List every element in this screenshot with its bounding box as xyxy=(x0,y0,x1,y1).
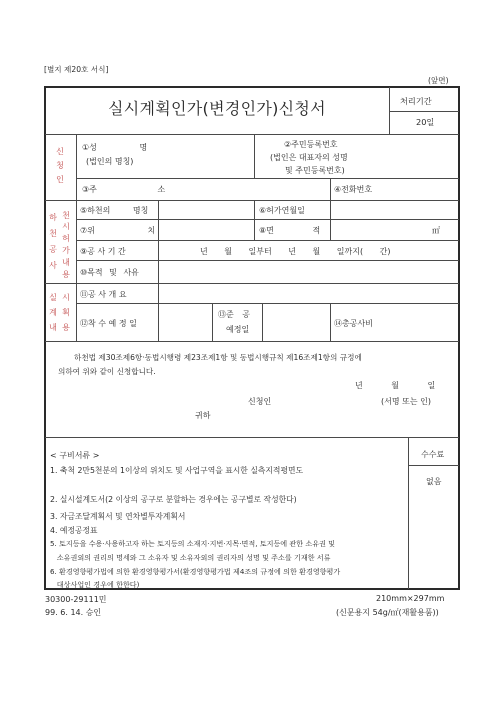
statement-line-1: 하천법 제30조제6항·동법시행령 제23조제1항 및 동법시행규칙 제16조제1항의 규정에 xyxy=(74,353,362,362)
statement-line-2: 의하여 위와 같이 신청합니다. xyxy=(58,367,156,376)
total-cost-label: ⑭총공사비 xyxy=(334,319,373,328)
plan-line-1 xyxy=(76,303,459,304)
plan-col-b xyxy=(212,303,213,341)
paper-size: 210mm×297mm xyxy=(376,594,445,603)
plan-bottom-line xyxy=(45,341,459,342)
fee-mid-line xyxy=(408,465,459,466)
period-divider xyxy=(389,111,459,112)
approval-date: 99. 6. 14. 승인 xyxy=(45,608,102,617)
plan-label-a1: 실 xyxy=(49,293,57,302)
permit-col-a xyxy=(158,200,159,283)
frame-top xyxy=(44,86,460,88)
rrn-sub-2: 및 주민등록번호) xyxy=(285,166,345,175)
work-period-label: ⑨공 사 기 간 xyxy=(80,247,126,256)
permit-label-b5: 내 xyxy=(62,258,70,267)
plan-label-b3: 용 xyxy=(62,323,70,332)
permit-label-divider xyxy=(76,200,77,283)
permit-line-1 xyxy=(76,219,459,220)
applicant-label-3: 인 xyxy=(56,175,64,184)
plan-label-a2: 계 xyxy=(49,308,57,317)
frame-left xyxy=(44,86,46,590)
form-code: 30300-29111민 xyxy=(45,595,107,604)
permit-label-a4: 사 xyxy=(49,261,57,270)
fee-divider xyxy=(408,437,409,589)
plan-col-c xyxy=(262,303,263,341)
permit-label-a2: 천 xyxy=(49,229,57,238)
application-date: 년 월 일 xyxy=(355,381,436,390)
address-phone-divider xyxy=(330,178,331,200)
doc-item-3: 3. 자금조달계획서 및 연차별투자계획서 xyxy=(50,512,186,521)
permit-label-b2: 시 xyxy=(62,222,70,231)
permit-line-3 xyxy=(76,260,459,261)
doc-item-2: 2. 실시설계도서(2 이상의 공구로 분할하는 경우에는 공구별로 작성한다) xyxy=(50,495,297,504)
permit-label-a1: 하 xyxy=(49,213,57,222)
permit-col-b xyxy=(254,200,255,240)
processing-period-value: 20일 xyxy=(416,117,435,127)
area-label: ⑧면 적 xyxy=(259,226,321,235)
applicant-label-1: 신 xyxy=(56,147,64,156)
work-period-value: 년 월 일부터 년 월 일까지( 간) xyxy=(200,247,391,256)
plan-col-d xyxy=(330,303,331,341)
name-sub: (법인의 명칭) xyxy=(86,157,134,166)
plan-col-a xyxy=(158,283,159,341)
permit-date-label: ⑥허가연월일 xyxy=(259,206,305,215)
title-bottom-line xyxy=(45,134,459,135)
area-unit: ㎡ xyxy=(432,226,440,235)
plan-label-a3: 내 xyxy=(49,323,57,332)
completion-label: ⑬준 공 xyxy=(218,310,250,319)
form-number: [별지 제20호 서식] xyxy=(44,65,109,74)
permit-bottom-line xyxy=(45,283,459,284)
applicant-label-divider xyxy=(76,134,77,200)
doc-item-4: 4. 예정공정표 xyxy=(50,526,98,535)
doc-item-5-cont: 소유권외의 권리의 명세와 그 소유자 및 소유자외의 권리자의 성명 및 주소를 기재한 서류 xyxy=(50,553,331,562)
doc-item-6-cont: 대상사업인 경우에 한한다) xyxy=(50,580,140,589)
address-label: ③주 소 xyxy=(82,185,166,194)
permit-label-b4: 가 xyxy=(62,246,70,255)
name-rrn-divider xyxy=(254,134,255,178)
doc-item-6: 6. 환경영향평가법에 의한 환경영향평가서(환경영향평가법 제4조의 규정에 의한 환경영향평가 xyxy=(50,567,341,576)
applicant-sign-label: 신청인 xyxy=(248,397,272,406)
overview-label: ⑪공 사 개 요 xyxy=(80,290,127,299)
permit-col-c xyxy=(330,200,331,240)
fee-value: 없음 xyxy=(426,477,442,486)
permit-label-b6: 용 xyxy=(62,270,70,279)
fee-label: 수수료 xyxy=(421,450,445,459)
applicant-label-2: 청 xyxy=(56,161,64,170)
statement-bottom-line xyxy=(45,437,459,438)
permit-label-b3: 허 xyxy=(62,234,70,243)
paper-type: (신문용지 54g/㎡(재활용품)) xyxy=(336,608,439,617)
sign-or-seal: (서명 또는 인) xyxy=(381,397,431,406)
doc-item-5: 5. 토지등을 수용·사용하고자 하는 토지등의 소재지·지번·지목·면적, 토지등에 관한 소유권 및 xyxy=(50,539,336,548)
river-name-label: ⑤하천의 명칭 xyxy=(80,206,149,215)
permit-label-a3: 공 xyxy=(49,245,57,254)
completion-sub: 예정일 xyxy=(226,325,250,334)
phone-label: ④전화번호 xyxy=(334,185,373,194)
purpose-label: ⑩목적 및 사유 xyxy=(80,268,139,277)
plan-label-b2: 획 xyxy=(62,308,70,317)
applicant-mid-line xyxy=(76,178,459,179)
name-label: ①성 명 xyxy=(82,143,148,152)
plan-label-b1: 시 xyxy=(62,293,70,302)
frame-right xyxy=(458,86,460,590)
form-title: 실시계획인가(변경인가)신청서 xyxy=(108,99,326,118)
documents-heading: < 구비서류 > xyxy=(50,451,100,460)
location-label: ⑦위 치 xyxy=(80,226,156,235)
doc-item-1: 1. 축척 2만5천분의 1이상의 위치도 및 사업구역을 표시한 실측지적평면도 xyxy=(50,466,304,475)
permit-label-b1: 천 xyxy=(62,211,70,220)
recipient: 귀하 xyxy=(195,411,211,420)
processing-period-label: 처리기간 xyxy=(400,96,432,106)
plan-label-divider xyxy=(76,283,77,341)
applicant-bottom-line xyxy=(45,200,459,201)
permit-line-2 xyxy=(76,240,459,241)
start-date-label: ⑫착 수 예 정 일 xyxy=(80,319,137,328)
side-label: (앞면) xyxy=(428,76,449,85)
rrn-label: ②주민등록번호 xyxy=(284,140,338,149)
rrn-sub-1: (법인은 대표자의 성명 xyxy=(270,153,348,162)
